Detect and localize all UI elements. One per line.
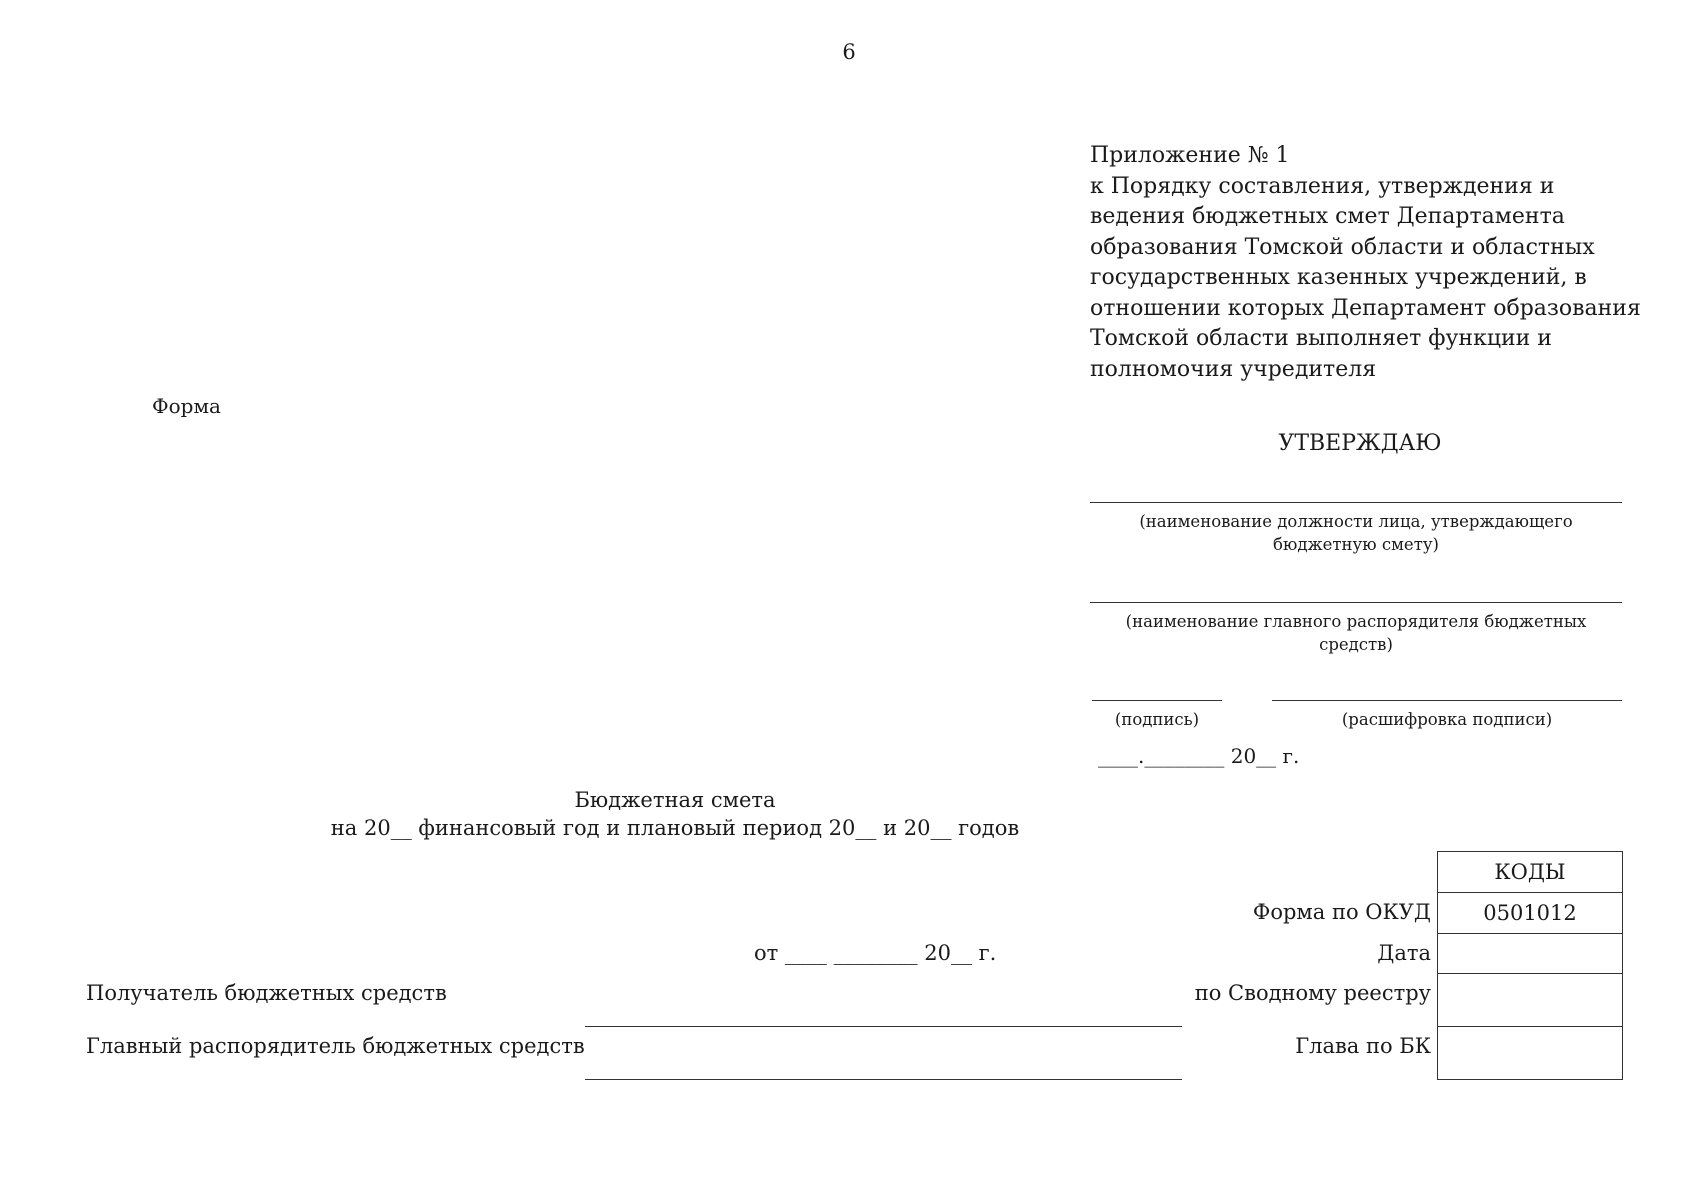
form-label: Форма xyxy=(152,394,221,418)
position-caption-line: (наименование должности лица, утверждающего xyxy=(1139,512,1573,531)
codes-header: КОДЫ xyxy=(1438,852,1623,893)
document-title xyxy=(0,786,1350,842)
appendix-line: образования Томской области и областных xyxy=(1090,234,1595,260)
document-title-line1: Бюджетная смета xyxy=(574,788,776,812)
date-label: Дата xyxy=(1377,941,1431,965)
okud-value: 0501012 xyxy=(1438,893,1623,934)
position-line xyxy=(1090,502,1622,503)
manager-caption-line: средств) xyxy=(1319,635,1393,654)
appendix-line: Приложение № 1 xyxy=(1090,143,1290,168)
approval-date: ____.________ 20__ г. xyxy=(1098,744,1300,768)
appendix-block xyxy=(1090,141,1670,385)
manager-label: Главный распорядитель бюджетных средств xyxy=(86,1034,585,1058)
recipient-label: Получатель бюджетных средств xyxy=(86,981,447,1005)
signature-caption: (подпись) xyxy=(1114,710,1200,729)
codes-table xyxy=(1437,851,1623,1080)
appendix-line: ведения бюджетных смет Департамента xyxy=(1090,204,1565,229)
manager-line xyxy=(1090,602,1622,603)
registry-code-cell xyxy=(1438,974,1623,1027)
signature-decode-line xyxy=(1272,700,1622,701)
chapter-label: Глава по БК xyxy=(1295,1034,1431,1058)
appendix-line: государственных казенных учреждений, в xyxy=(1090,265,1587,290)
okud-label: Форма по ОКУД xyxy=(1252,900,1431,924)
approve-title: УТВЕРЖДАЮ xyxy=(1278,431,1442,456)
position-caption-line: бюджетную смету) xyxy=(1273,535,1439,554)
date-code-cell xyxy=(1438,934,1623,974)
page-number: 6 xyxy=(842,40,856,64)
registry-label: по Сводному реестру xyxy=(1194,981,1431,1005)
date-from: от ____ ________ 20__ г. xyxy=(754,941,997,965)
manager-name-line xyxy=(585,1079,1182,1080)
signature-line xyxy=(1092,700,1222,701)
manager-caption xyxy=(1090,610,1622,656)
manager-caption-line: (наименование главного распорядителя бюджетных xyxy=(1125,612,1587,631)
position-caption xyxy=(1090,510,1622,556)
recipient-line xyxy=(585,1026,1182,1027)
chapter-code-cell xyxy=(1438,1027,1623,1080)
appendix-line: полномочия учредителя xyxy=(1090,356,1377,382)
appendix-line: к Порядку составления, утверждения и xyxy=(1090,173,1555,199)
decode-caption: (расшифровка подписи) xyxy=(1341,710,1553,729)
appendix-line: отношении которых Департамент образования xyxy=(1090,295,1641,321)
document-title-line2: на 20__ финансовый год и плановый период 20__ и 20__ годов xyxy=(330,816,1020,840)
appendix-line: Томской области выполняет функции и xyxy=(1090,326,1552,351)
